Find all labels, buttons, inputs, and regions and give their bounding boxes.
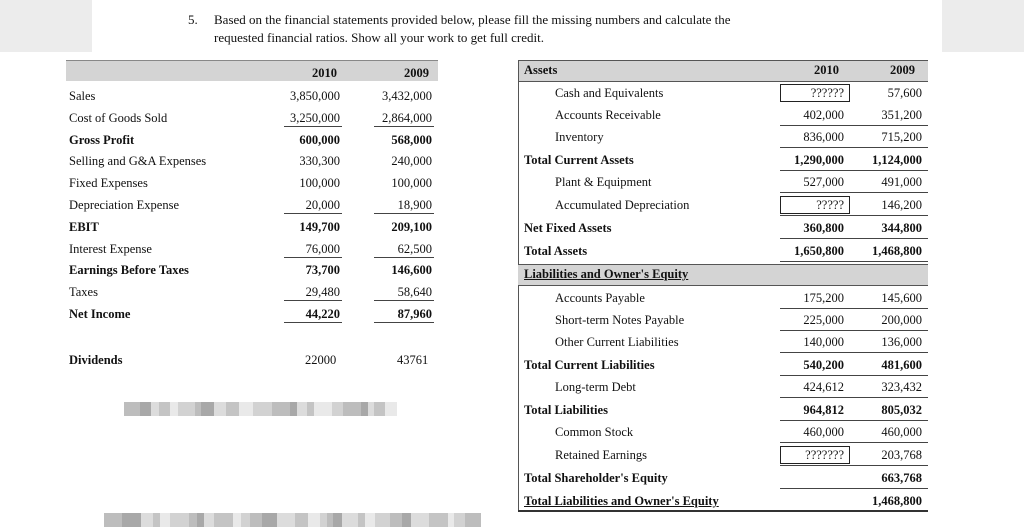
liabilities-row-2009: 203,768 xyxy=(881,448,922,462)
assets-title: Assets xyxy=(524,63,558,77)
redaction-block xyxy=(226,402,239,416)
liabilities-row-2010: 424,612 xyxy=(803,380,844,394)
missing-value-box[interactable] xyxy=(780,84,850,102)
redaction-block xyxy=(250,513,262,527)
dividends-label: Dividends xyxy=(69,353,123,367)
income-row-label: Gross Profit xyxy=(69,133,135,147)
balance-row-rule xyxy=(780,397,928,398)
redaction-block xyxy=(178,402,195,416)
liabilities-row-label: Total Current Liabilities xyxy=(524,358,655,372)
assets-row-2010: ?????? xyxy=(810,86,844,100)
redaction-block xyxy=(277,513,295,527)
income-row-label: Sales xyxy=(69,89,96,103)
redaction-block xyxy=(454,513,465,527)
redaction-block xyxy=(141,513,153,527)
redaction-block xyxy=(124,402,140,416)
liabilities-row-label: Retained Earnings xyxy=(555,448,647,462)
assets-row-2009: 715,200 xyxy=(881,130,922,144)
redaction-block xyxy=(297,402,307,416)
redaction-block xyxy=(241,513,250,527)
redaction-block xyxy=(320,513,327,527)
income-row-label: Interest Expense xyxy=(69,242,152,256)
redaction-block xyxy=(307,402,314,416)
assets-row-label: Total Current Assets xyxy=(524,153,634,167)
assets-row-2009: 146,200 xyxy=(881,198,922,212)
assets-row-2009: 351,200 xyxy=(881,108,922,122)
income-row-2009: 62,500 xyxy=(397,242,432,256)
redaction-block xyxy=(153,513,160,527)
balance-row-rule xyxy=(780,330,928,331)
redaction-block xyxy=(295,513,308,527)
income-row-2010: 149,700 xyxy=(299,220,340,234)
assets-row-label: Total Assets xyxy=(524,244,588,258)
liabilities-row-2009: 1,468,800 xyxy=(872,494,922,508)
assets-row-label: Accumulated Depreciation xyxy=(555,198,690,212)
assets-row-2009: 491,000 xyxy=(881,175,922,189)
assets-row-2010: 836,000 xyxy=(803,130,844,144)
income-row-label: Fixed Expenses xyxy=(69,176,148,190)
income-row-label: Depreciation Expense xyxy=(69,198,180,212)
redaction-block xyxy=(253,402,272,416)
balance-bottom-rule xyxy=(518,510,928,512)
assets-row-label: Net Fixed Assets xyxy=(524,221,612,235)
income-rule-2009 xyxy=(374,126,434,127)
liabilities-row-2009: 460,000 xyxy=(881,425,922,439)
redaction-block xyxy=(170,402,178,416)
balance-row-rule xyxy=(780,192,928,193)
assets-row-2009: 1,124,000 xyxy=(872,153,922,167)
assets-row-2009: 344,800 xyxy=(881,221,922,235)
balance-row-rule xyxy=(780,488,928,489)
income-row-2010: 44,220 xyxy=(305,307,340,321)
assets-row-2009: 1,468,800 xyxy=(872,244,922,258)
income-row-2009: 2,864,000 xyxy=(382,111,432,125)
assets-header-band xyxy=(518,60,928,82)
redaction-block xyxy=(332,402,343,416)
redaction-block xyxy=(272,402,290,416)
income-col-2009: 2009 xyxy=(404,66,429,80)
liabilities-row-2009: 805,032 xyxy=(881,403,922,417)
question-text-line1: Based on the financial statements provided below, please fill the missing numbers and calculate the xyxy=(214,12,731,27)
redaction-block xyxy=(214,402,226,416)
liabilities-title: Liabilities and Owner's Equity xyxy=(524,267,689,281)
income-rule-2010 xyxy=(284,322,342,323)
redaction-block xyxy=(189,513,197,527)
assets-row-2010: 402,000 xyxy=(803,108,844,122)
income-rule-2009 xyxy=(374,213,434,214)
redaction-block xyxy=(201,402,214,416)
assets-row-2010: 527,000 xyxy=(803,175,844,189)
redaction-block xyxy=(365,513,375,527)
balance-row-rule xyxy=(780,375,928,376)
redaction-block xyxy=(160,513,170,527)
income-row-2010: 330,300 xyxy=(299,154,340,168)
redaction-block xyxy=(290,402,297,416)
balance-row-rule xyxy=(780,215,928,216)
income-row-2010: 20,000 xyxy=(305,198,340,212)
redaction-block xyxy=(308,513,320,527)
income-row-2009: 3,432,000 xyxy=(382,89,432,103)
redaction-block xyxy=(411,513,429,527)
assets-row-label: Plant & Equipment xyxy=(555,175,652,189)
liabilities-row-2010: 140,000 xyxy=(803,335,844,349)
question-text-line2: requested financial ratios. Show all your work to get full credit. xyxy=(214,30,544,45)
income-row-label: Net Income xyxy=(69,307,131,321)
income-row-2009: 568,000 xyxy=(391,133,432,147)
assets-row-2010: 1,650,800 xyxy=(794,244,844,258)
redaction-block xyxy=(361,402,368,416)
income-row-2010: 73,700 xyxy=(305,263,340,277)
dividends-2009: 43761 xyxy=(397,353,429,367)
income-col-2010: 2010 xyxy=(312,66,337,80)
redaction-block xyxy=(342,513,358,527)
assets-row-label: Accounts Receivable xyxy=(555,108,661,122)
redaction-block xyxy=(214,513,233,527)
liabilities-row-label: Total Shareholder's Equity xyxy=(524,471,668,485)
redaction-block xyxy=(390,513,402,527)
liabilities-row-2009: 481,600 xyxy=(881,358,922,372)
assets-row-label: Cash and Equivalents xyxy=(555,86,664,100)
redaction-block xyxy=(343,402,361,416)
income-row-2009: 209,100 xyxy=(391,220,432,234)
redaction-block xyxy=(385,402,397,416)
redaction-block xyxy=(233,513,241,527)
redaction-block xyxy=(204,513,214,527)
missing-value-box[interactable] xyxy=(780,446,850,464)
income-rule-2009 xyxy=(374,257,434,258)
income-row-2009: 146,600 xyxy=(391,263,432,277)
balance-row-rule xyxy=(780,125,928,126)
income-rule-2010 xyxy=(284,300,342,301)
liabilities-row-2009: 200,000 xyxy=(881,313,922,327)
redaction-block xyxy=(429,513,448,527)
liabilities-row-2009: 663,768 xyxy=(881,471,922,485)
income-row-label: Earnings Before Taxes xyxy=(69,263,189,277)
redaction-block xyxy=(104,513,122,527)
redaction-block xyxy=(314,402,332,416)
liabilities-row-label: Common Stock xyxy=(555,425,634,439)
redaction-block xyxy=(358,513,365,527)
redaction-block xyxy=(262,513,277,527)
income-row-label: Cost of Goods Sold xyxy=(69,111,168,125)
income-row-2010: 3,250,000 xyxy=(290,111,340,125)
liabilities-row-label: Total Liabilities xyxy=(524,403,608,417)
income-rule-2009 xyxy=(374,322,434,323)
liabilities-row-label: Long-term Debt xyxy=(555,380,636,394)
income-row-2009: 18,900 xyxy=(397,198,432,212)
income-row-2010: 100,000 xyxy=(299,176,340,190)
liabilities-row-label: Total Liabilities and Owner's Equity xyxy=(524,494,719,508)
assets-row-2009: 57,600 xyxy=(887,86,922,100)
liabilities-row-2010: 225,000 xyxy=(803,313,844,327)
income-row-label: Selling and G&A Expenses xyxy=(69,154,207,168)
income-row-2009: 58,640 xyxy=(397,285,432,299)
assets-row-label: Inventory xyxy=(555,130,604,144)
assets-row-2010: 360,800 xyxy=(803,221,844,235)
income-rule-2010 xyxy=(284,126,342,127)
redaction-block xyxy=(170,513,189,527)
balance-row-rule xyxy=(780,261,928,262)
redaction-block xyxy=(151,402,159,416)
redaction-block xyxy=(239,402,253,416)
income-row-2010: 600,000 xyxy=(299,133,340,147)
assets-row-2010: 1,290,000 xyxy=(794,153,844,167)
balance-row-rule xyxy=(780,147,928,148)
liabilities-row-2010: 540,200 xyxy=(803,358,844,372)
question-number: 5. xyxy=(188,12,198,27)
redaction-block xyxy=(122,513,141,527)
redaction-block xyxy=(159,402,170,416)
income-row-2010: 76,000 xyxy=(305,242,340,256)
balance-row-rule xyxy=(780,308,928,309)
redaction-block xyxy=(465,513,481,527)
liabilities-row-label: Short-term Notes Payable xyxy=(555,313,685,327)
redaction-block xyxy=(333,513,342,527)
liabilities-row-2010: 175,200 xyxy=(803,291,844,305)
dividends-2010: 22000 xyxy=(305,353,337,367)
income-row-label: EBIT xyxy=(69,220,99,234)
balance-col-2010: 2010 xyxy=(814,63,839,77)
income-header-band xyxy=(66,60,438,81)
income-row-2010: 3,850,000 xyxy=(290,89,340,103)
income-row-label: Taxes xyxy=(69,285,98,299)
income-row-2010: 29,480 xyxy=(305,285,340,299)
income-row-2009: 87,960 xyxy=(397,307,432,321)
liabilities-row-2010: 964,812 xyxy=(803,403,844,417)
missing-value-box[interactable] xyxy=(780,196,850,214)
liabilities-row-label: Other Current Liabilities xyxy=(555,335,679,349)
balance-row-rule xyxy=(780,465,928,466)
redaction-block xyxy=(374,402,385,416)
income-row-2009: 100,000 xyxy=(391,176,432,190)
liabilities-row-label: Accounts Payable xyxy=(555,291,645,305)
liabilities-row-2009: 136,000 xyxy=(881,335,922,349)
balance-row-rule xyxy=(780,442,928,443)
income-rule-2010 xyxy=(284,213,342,214)
balance-row-rule xyxy=(780,170,928,171)
income-rule-2010 xyxy=(284,257,342,258)
liabilities-row-2010: 460,000 xyxy=(803,425,844,439)
redaction-block xyxy=(375,513,390,527)
redaction-block xyxy=(140,402,151,416)
income-rule-2009 xyxy=(374,300,434,301)
balance-row-rule xyxy=(780,238,928,239)
balance-row-rule xyxy=(780,420,928,421)
liabilities-row-2010: ??????? xyxy=(805,448,844,462)
balance-col-2009: 2009 xyxy=(890,63,915,77)
redaction-block xyxy=(402,513,411,527)
liabilities-row-2009: 323,432 xyxy=(881,380,922,394)
assets-row-2010: ????? xyxy=(816,198,844,212)
redaction-block xyxy=(197,513,204,527)
balance-row-rule xyxy=(780,352,928,353)
liabilities-row-2009: 145,600 xyxy=(881,291,922,305)
income-row-2009: 240,000 xyxy=(391,154,432,168)
